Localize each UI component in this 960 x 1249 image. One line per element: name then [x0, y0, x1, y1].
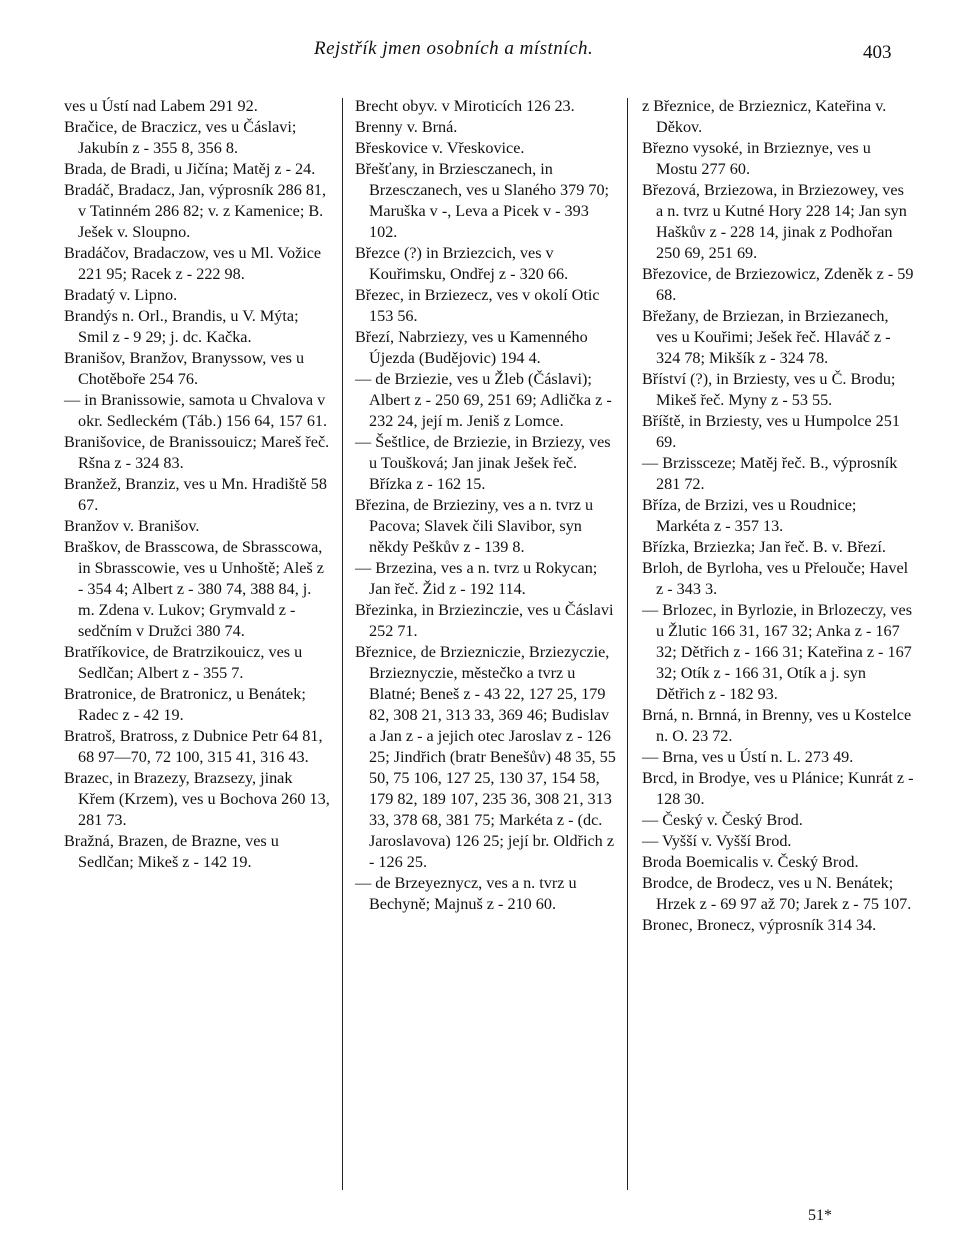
index-entry: Brecht obyv. v Miroticích 126 23. [355, 97, 575, 115]
page-number: 403 [863, 42, 892, 63]
index-entry: Bříště, in Brziesty, ves u Humpolce 251 69. [642, 412, 900, 451]
index-entry: Brazec, in Brazezy, Brazsezy, jinak Křem (Krzem), ves u Bochova 260 13, 281 73. [64, 769, 330, 829]
index-entry: — de Brzeyeznycz, ves a n. tvrz u Bechyně; Majnuš z - 210 60. [355, 874, 577, 913]
printer-signature: 51* [808, 1207, 832, 1224]
index-entry: Bříství (?), in Brziesty, ves u Č. Brodu; Mikeš řeč. Myny z - 53 55. [642, 370, 896, 409]
index-entry: — de Brziezie, ves u Žleb (Čáslavi); Albert z - 250 69, 251 69; Adlička z - 232 24, její m. Jeniš z Lomce. [355, 370, 612, 430]
index-entry: — in Branissowie, samota u Chvalova v okr. Sedleckém (Táb.) 156 64, 157 61. [64, 391, 328, 430]
index-entry: — Šeštlice, de Brziezie, in Brziezy, ves u Toušková; Jan jinak Ješek řeč. Břízka z - 162 15. [355, 433, 611, 493]
index-entry: Březová, Brziezowa, in Brziezowey, ves a n. tvrz u Kutné Hory 228 14; Jan syn Haškův z - 228 14, jinak z Podhořan 250 69, 251 69. [642, 181, 907, 262]
index-entry: — Brzezina, ves a n. tvrz u Rokycan; Jan řeč. Žid z - 192 114. [355, 559, 598, 598]
index-entry: Březovice, de Brziezowicz, Zdeněk z - 59 68. [642, 265, 914, 304]
index-column-3 [642, 96, 914, 936]
index-entry: Braškov, de Brasscowa, de Sbrasscowa, in Sbrasscowie, ves u Unhoště; Aleš z - 354 4; Albert z - 380 74, 388 84, j. m. Zdena v. Lukov; Grymvald z - sedčním v Družci 380 74. [64, 538, 324, 640]
index-entry: Brada, de Bradi, u Jičína; Matěj z - 24. [64, 160, 316, 178]
index-column-1 [64, 96, 332, 873]
index-entry: Branišovice, de Branissouicz; Mareš řeč. Ršna z - 324 83. [64, 433, 330, 472]
index-entry: Břežany, de Brziezan, in Brziezanech, ves u Kouřimi; Ješek řeč. Hlaváč z - 324 78; Mikšík z - 324 78. [642, 307, 891, 367]
index-entry: Brandýs n. Orl., Brandis, u V. Mýta; Smil z - 9 29; j. dc. Kačka. [64, 307, 299, 346]
index-entry: Branžež, Branziz, ves u Mn. Hradiště 58 67. [64, 475, 327, 514]
index-entry: — Brlozec, in Byrlozie, in Brlozeczy, ves u Žlutic 166 31, 167 32; Anka z - 167 32; Dětřich z - 166 31; Kateřina z - 167 32; Otík z - 166 31, Otík a j. syn Dětřich z - 182 93. [642, 601, 913, 703]
index-entry: Břízka, Brziezka; Jan řeč. B. v. Březí. [642, 538, 886, 556]
index-entry: Bradatý v. Lipno. [64, 286, 178, 304]
index-entry: ves u Ústí nad Labem 291 92. [64, 97, 258, 115]
index-entry: Březí, Nabrziezy, ves u Kamenného Újezda (Budějovic) 194 4. [355, 328, 588, 367]
index-entry: Bradáčov, Bradaczow, ves u Ml. Vožice 221 95; Racek z - 222 98. [64, 244, 322, 283]
index-entry: Březinka, in Brziezinczie, ves u Čáslavi 252 71. [355, 601, 614, 640]
index-entry: — Český v. Český Brod. [642, 811, 803, 829]
index-entry: Branžov v. Branišov. [64, 517, 200, 535]
index-column-2 [355, 96, 617, 915]
index-entry: Břeskovice v. Vřeskovice. [355, 139, 525, 157]
index-entry: Branišov, Branžov, Branyssow, ves u Chotěboře 254 76. [64, 349, 305, 388]
index-entry: — Vyšší v. Vyšší Brod. [642, 832, 792, 850]
page-header [0, 38, 960, 78]
index-entry: Bříza, de Brzizi, ves u Roudnice; Markéta z - 357 13. [642, 496, 857, 535]
index-entry: Brloh, de Byrloha, ves u Přelouče; Havel z - 343 3. [642, 559, 909, 598]
index-entry: Bražná, Brazen, de Brazne, ves u Sedlčan; Mikeš z - 142 19. [64, 832, 279, 871]
index-entry: Bratroš, Bratross, z Dubnice Petr 64 81, 68 97—70, 72 100, 315 41, 316 43. [64, 727, 323, 766]
index-entry: Bratříkovice, de Bratrzikouicz, ves u Sedlčan; Albert z - 355 7. [64, 643, 303, 682]
index-entry: Bronec, Bronecz, výprosník 314 34. [642, 916, 877, 934]
column-divider [342, 98, 343, 1190]
index-entry: Březce (?) in Brziezcich, ves v Kouřimsku, Ondřej z - 320 66. [355, 244, 569, 283]
index-entry: Brenny v. Brná. [355, 118, 458, 136]
index-entry: Břešťany, in Brziesczanech, in Brzesczanech, ves u Slaného 379 70; Maruška v -, Leva a Picek v - 393 102. [355, 160, 610, 241]
index-entry: — Brzissceze; Matěj řeč. B., výprosník 281 72. [642, 454, 898, 493]
running-title: Rejstřík jmen osobních a místních. [314, 38, 594, 59]
index-entry: Bračice, de Braczicz, ves u Čáslavi; Jakubín z - 355 8, 356 8. [64, 118, 297, 157]
index-entry: Bradáč, Bradacz, Jan, výprosník 286 81, v Tatinném 286 82; v. z Kamenice; B. Ješek v. Sloupno. [64, 181, 327, 241]
index-entry: Březno vysoké, in Brzieznye, ves u Mostu 277 60. [642, 139, 871, 178]
index-entry: Březnice, de Brziezniczie, Brziezyczie, Brzieznyczie, městečko a tvrz u Blatné; Beneš z - 43 22, 127 25, 179 82, 308 21, 313 33, 369 46; Budislav a Jan z - a jejich otec Jaroslav z - 126 25; Jindřich (bratr Benešův) 48 35, 55 50, 75 106, 127 25, 130 37, 154 58, 179 82, 189 107, 235 36, 308 21, 313 33, 378 68, 381 75; Markéta z - (dc. Jaroslavova) 126 25; její br. Oldřich z - 126 25. [355, 643, 616, 871]
index-entry: Brodce, de Brodecz, ves u N. Benátek; Hrzek z - 69 97 až 70; Jarek z - 75 107. [642, 874, 912, 913]
index-entry: Březec, in Brziezecz, ves v okolí Otic 153 56. [355, 286, 600, 325]
index-entry: Brná, n. Brnná, in Brenny, ves u Kostelce n. O. 23 72. [642, 706, 912, 745]
index-entry: Březina, de Brzieziny, ves a n. tvrz u Pacova; Slavek čili Slavibor, syn někdy Peškův z - 139 8. [355, 496, 594, 556]
column-divider [627, 98, 628, 1190]
index-entry: Broda Boemicalis v. Český Brod. [642, 853, 859, 871]
index-entry: Bratronice, de Bratronicz, u Benátek; Radec z - 42 19. [64, 685, 306, 724]
index-entry: Brcd, in Brodye, ves u Plánice; Kunrát z - 128 30. [642, 769, 914, 808]
index-entry: — Brna, ves u Ústí n. L. 273 49. [642, 748, 854, 766]
index-entry: z Březnice, de Brzieznicz, Kateřina v. Děkov. [642, 97, 887, 136]
